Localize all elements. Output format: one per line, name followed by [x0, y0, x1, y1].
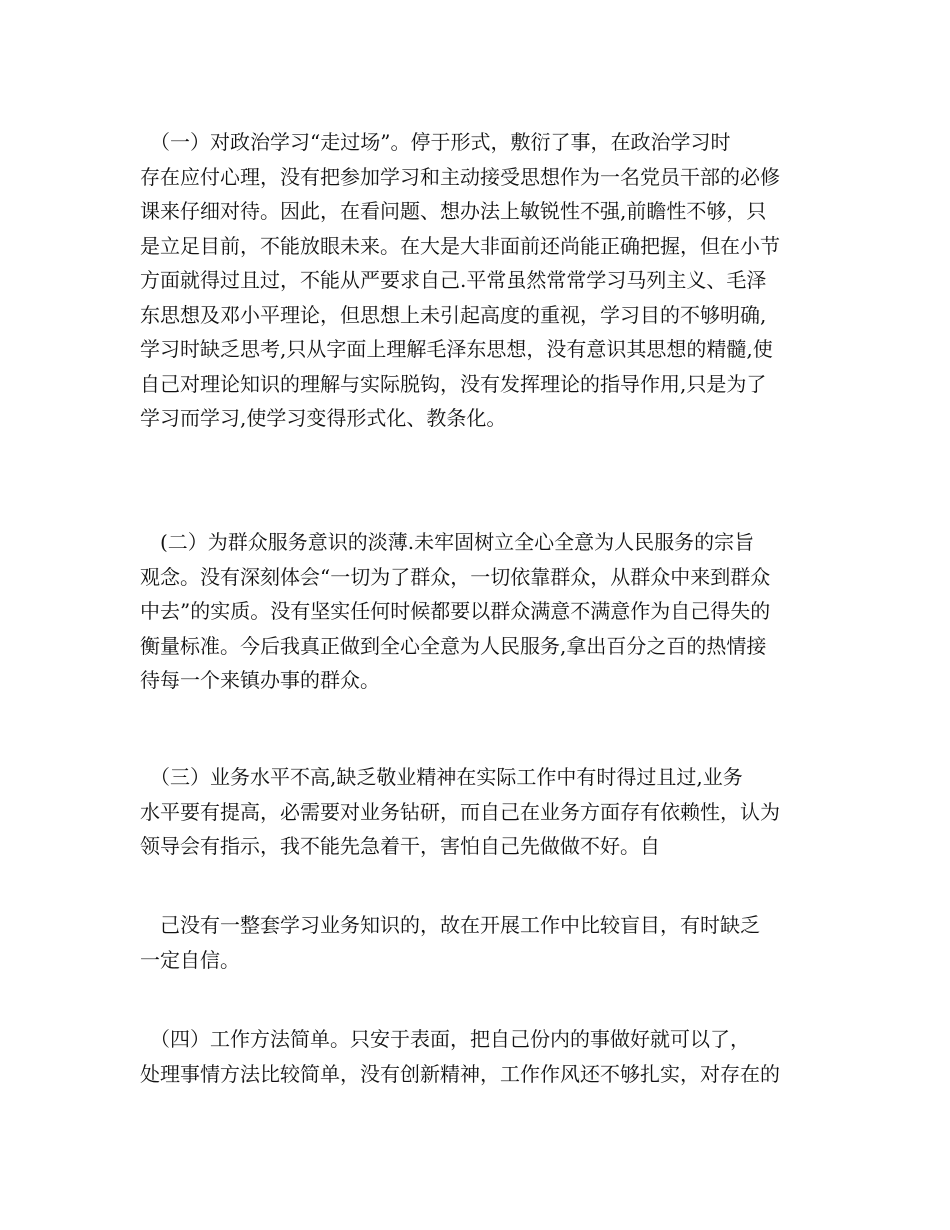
- text-line: 一定自信。: [140, 947, 240, 972]
- paragraph-political-study: [140, 125, 820, 436]
- text-line: （一）对政治学习“走过场”。停于形式，敷衍了事，在政治学习时: [140, 130, 731, 154]
- text-line: 东思想及邓小平理论，但思想上未引起高度的重视，学习目的不够明确,: [140, 302, 767, 327]
- paragraph-service-awareness: [140, 525, 820, 698]
- text-line: （四）工作方法简单。只安于表面，把自己份内的事做好就可以了，: [140, 1027, 750, 1051]
- text-line: 自己对理论知识的理解与实际脱钩，没有发挥理论的指导作用,只是为了: [140, 371, 767, 396]
- text-line: 是立足目前，不能放眼未来。在大是大非面前还尚能正确把握，但在小节: [140, 233, 780, 258]
- text-line: （三）业务水平不高,缺乏敬业精神在实际工作中有时得过且过,业务: [140, 765, 743, 789]
- text-line: 衡量标准。今后我真正做到全心全意为人民服务,拿出百分之百的热情接: [140, 633, 767, 658]
- text-line: 课来仔细对待。因此，在看问题、想办法上敏锐性不强,前瞻性不够，只: [140, 199, 767, 223]
- paragraph-work-skills-continued: [140, 908, 820, 977]
- text-line: 水平要有提高，必需要对业务钻研，而自己在业务方面存有依赖性，认为: [140, 799, 780, 824]
- text-line: 领导会有指示，我不能先急着干，害怕自己先做做不好。自: [140, 834, 660, 858]
- paragraph-work-methods: [140, 1022, 820, 1091]
- text-line: (二）为群众服务意识的淡薄.未牢固树立全心全意为人民服务的宗旨: [140, 530, 755, 554]
- text-line: 观念。没有深刻体会“一切为了群众，一切依靠群众，从群众中来到群众: [140, 564, 771, 589]
- text-line: 学习时缺乏思考,只从字面上理解毛泽东思想，没有意识其思想的精髓,使: [140, 337, 773, 361]
- text-line: 中去”的实质。没有坚实任何时候都要以群众满意不满意作为自己得失的: [140, 599, 771, 623]
- text-line: 方面就得过且过，不能从严要求自己.平常虽然常常学习马列主义、毛泽: [140, 268, 767, 292]
- paragraph-work-skills: [140, 760, 820, 864]
- text-line: 学习而学习,使学习变得形式化、教条化。: [140, 406, 507, 430]
- text-line: 己没有一整套学习业务知识的，故在开展工作中比较盲目，有时缺乏: [140, 913, 760, 937]
- text-line: 处理事情方法比较简单，没有创新精神，工作作风还不够扎实，对存在的: [140, 1061, 780, 1086]
- text-line: 待每一个来镇办事的群众。: [140, 668, 380, 692]
- text-line: 存在应付心理，没有把参加学习和主动接受思想作为一名党员干部的必修: [140, 164, 780, 189]
